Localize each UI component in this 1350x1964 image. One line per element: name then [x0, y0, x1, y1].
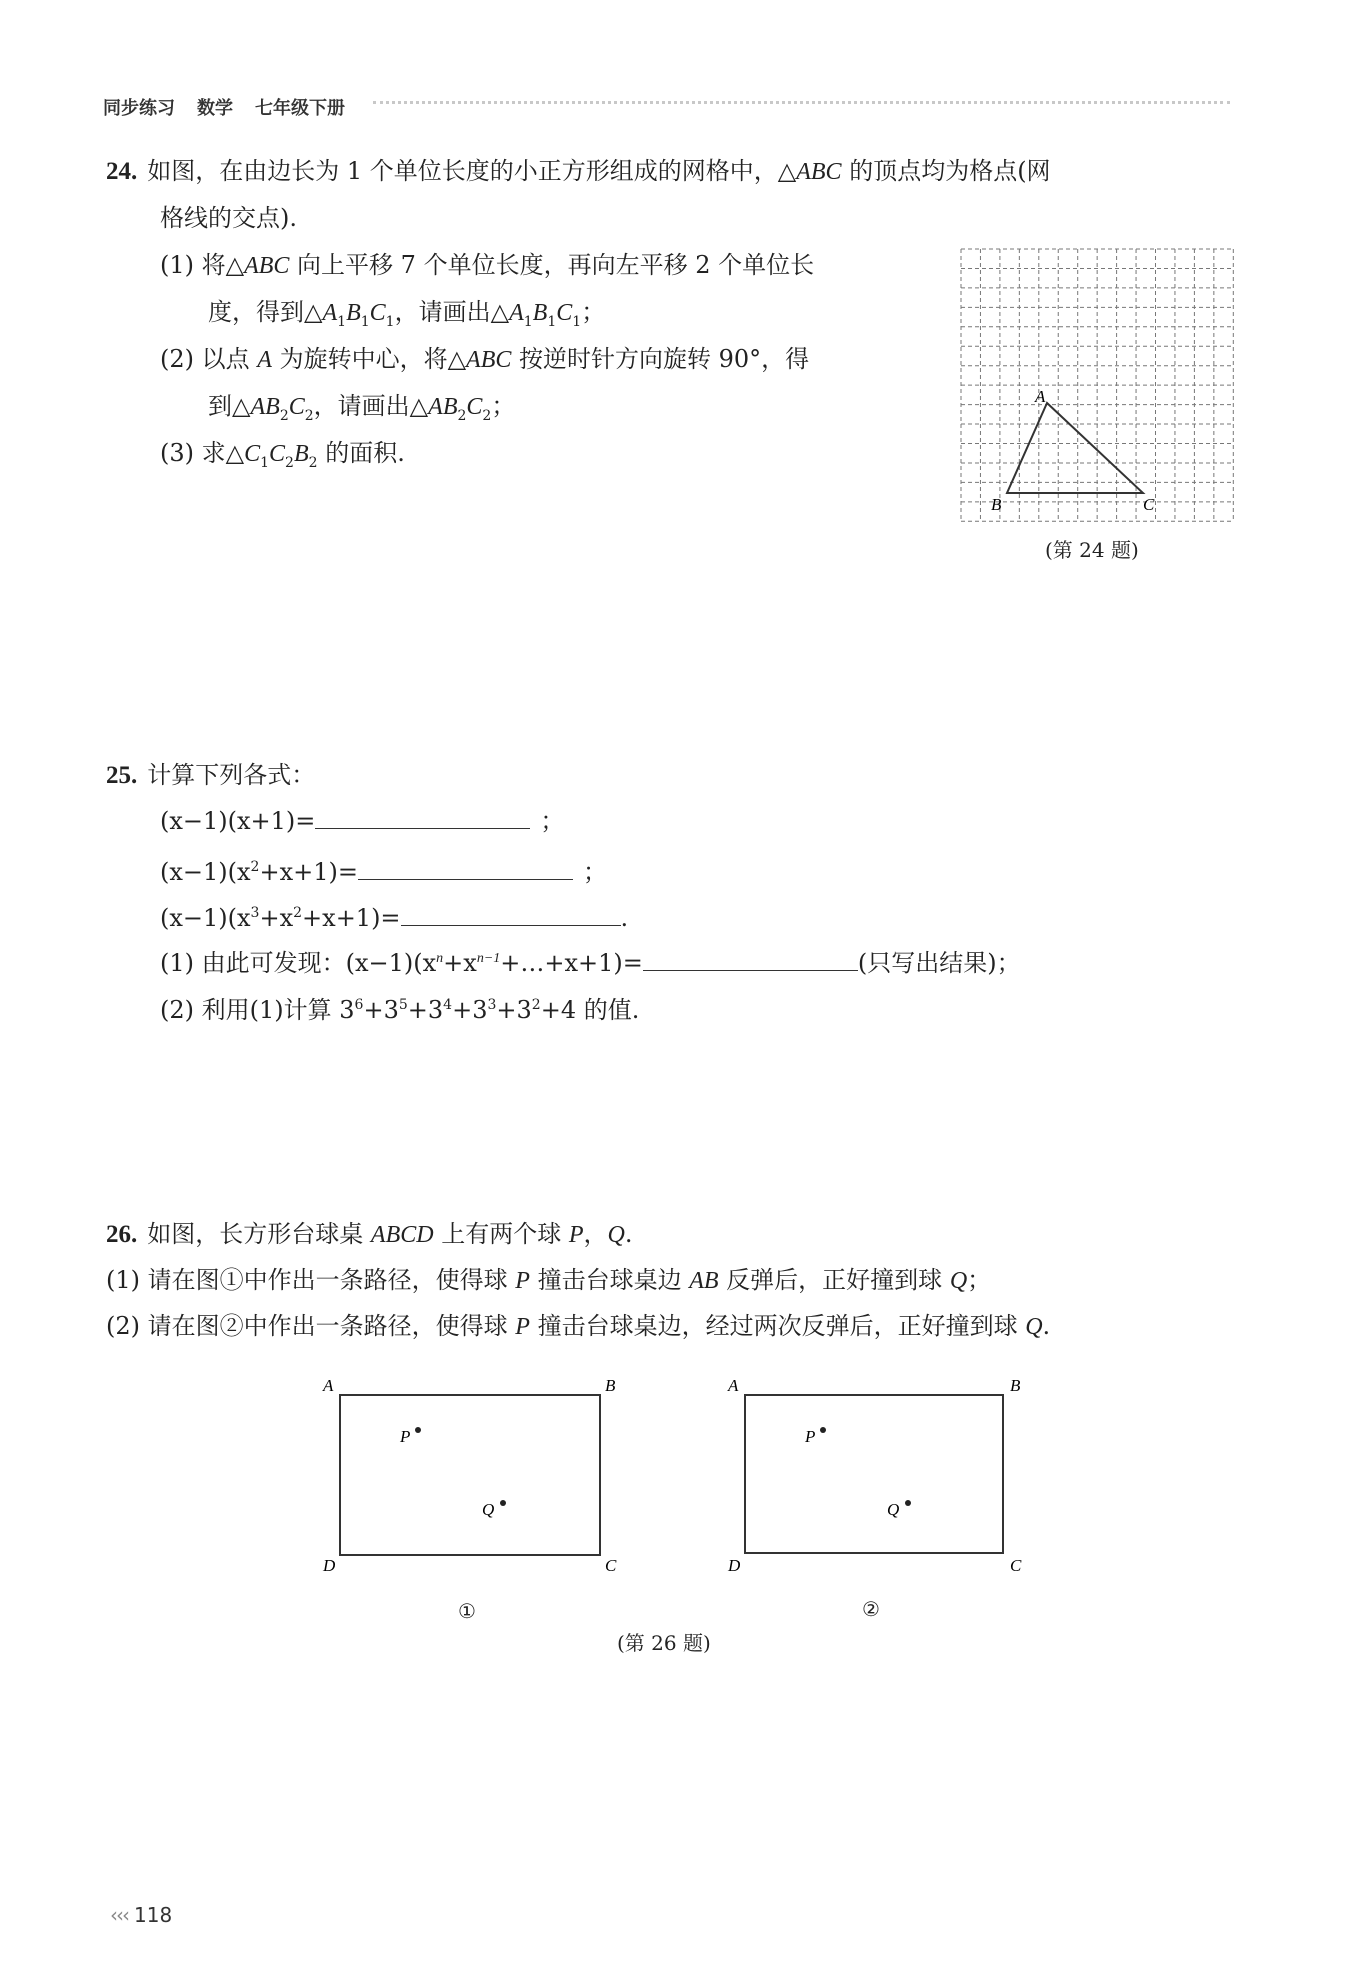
q24-stem-line1: 24. 如图，在由边长为 1 个单位长度的小正方形组成的网格中，△ABC 的顶点均为格点(网	[106, 157, 1051, 185]
ball-label-p: P	[400, 1427, 411, 1446]
figure-1-label: ①	[458, 1599, 476, 1623]
q26-stem: 26. 如图，长方形台球桌 ABCD 上有两个球 P，Q.	[106, 1220, 633, 1248]
grade-title: 七年级下册	[255, 98, 345, 119]
corner-label-c: C	[605, 1556, 617, 1575]
ball-label-q: Q	[887, 1500, 900, 1519]
table-rect-1	[340, 1395, 600, 1555]
vertex-label-b: B	[991, 495, 1002, 514]
ball-label-q: Q	[482, 1500, 495, 1519]
q24-number: 24.	[106, 158, 138, 185]
corner-label-d: D	[323, 1556, 336, 1575]
q24-grid-figure	[955, 245, 1235, 525]
q26-figure-2	[720, 1375, 1030, 1575]
q26-caption: (第 26 题)	[617, 1631, 711, 1655]
answer-blank-2[interactable]	[358, 857, 573, 880]
page-footer	[110, 1903, 172, 1927]
ball-p	[820, 1427, 826, 1433]
corner-label-b: B	[1010, 1376, 1021, 1395]
q26-part1: (1) 请在图①中作出一条路径，使得球 P 撞击台球桌边 AB 反弹后，正好撞到球 Q；	[106, 1266, 992, 1294]
vertex-label-c: C	[1143, 495, 1155, 514]
answer-blank-1[interactable]	[315, 806, 530, 829]
q25-part2: (2) 利用(1)计算 $3^6+3^5+3^4+3^3+3^2+4$ 的值.	[160, 996, 640, 1024]
chevrons-icon: ‹‹‹	[110, 1903, 128, 1927]
q25-stem: 25. 计算下列各式：	[106, 761, 316, 789]
header-rule	[373, 101, 1230, 104]
corner-label-c: C	[1010, 1556, 1022, 1575]
book-title: 同步练习	[103, 98, 175, 119]
q26-figure-1	[315, 1375, 625, 1575]
q24-part2-line1: (2) 以点 A 为旋转中心，将△ABC 按逆时针方向旋转 90°，得	[160, 345, 810, 373]
triangle-abc	[1007, 403, 1143, 493]
q26-number: 26.	[106, 1221, 138, 1248]
table-rect-2	[745, 1395, 1003, 1553]
q24-stem-line2: 格线的交点).	[160, 204, 297, 232]
subject-title: 数学	[197, 98, 233, 119]
q25-line2: $(x-1)(x^2+x+1)=$ ；	[160, 858, 607, 886]
answer-blank-4[interactable]	[643, 948, 858, 971]
q24-part1-line2: 度，得到$\triangle A_1B_1C_1$，请画出$\triangle A_1B_1C_1$；	[208, 298, 606, 330]
corner-label-a: A	[323, 1376, 334, 1395]
corner-label-d: D	[728, 1556, 741, 1575]
ball-label-p: P	[805, 1427, 816, 1446]
q24-part1-line1: (1) 将△ABC 向上平移 7 个单位长度，再向左平移 2 个单位长	[160, 251, 815, 279]
corner-label-b: B	[605, 1376, 616, 1395]
corner-label-a: A	[728, 1376, 739, 1395]
q25-line3: $(x-1)(x^3+x^2+x+1)=$ .	[160, 904, 629, 932]
ball-q	[905, 1500, 911, 1506]
q25-part1: (1) 由此可发现：$(x-1)(x^n+x^{n-1}+\dots+x+1)=$ (只写出结果)；	[160, 949, 1021, 977]
figure-2-label: ②	[862, 1597, 880, 1621]
answer-blank-3[interactable]	[401, 903, 621, 926]
q26-part2: (2) 请在图②中作出一条路径，使得球 P 撞击台球桌边，经过两次反弹后，正好撞到球 Q.	[106, 1312, 1051, 1340]
vertex-label-a: A	[1035, 387, 1046, 406]
q24-part2-line2: 到$\triangle AB_2C_2$，请画出$\triangle AB_2C_2$；	[208, 392, 516, 424]
ball-q	[500, 1500, 506, 1506]
page-number: 118	[134, 1903, 173, 1927]
page-header	[103, 94, 367, 120]
q24-part3: (3) 求$\triangle C_1C_2B_2$ 的面积.	[160, 439, 405, 471]
grid-lines	[961, 249, 1233, 521]
q25-line1: (x−1)(x+1)= ；	[160, 807, 565, 835]
q25-number: 25.	[106, 762, 138, 789]
ball-p	[415, 1427, 421, 1433]
q24-caption: (第 24 题)	[1045, 538, 1139, 562]
